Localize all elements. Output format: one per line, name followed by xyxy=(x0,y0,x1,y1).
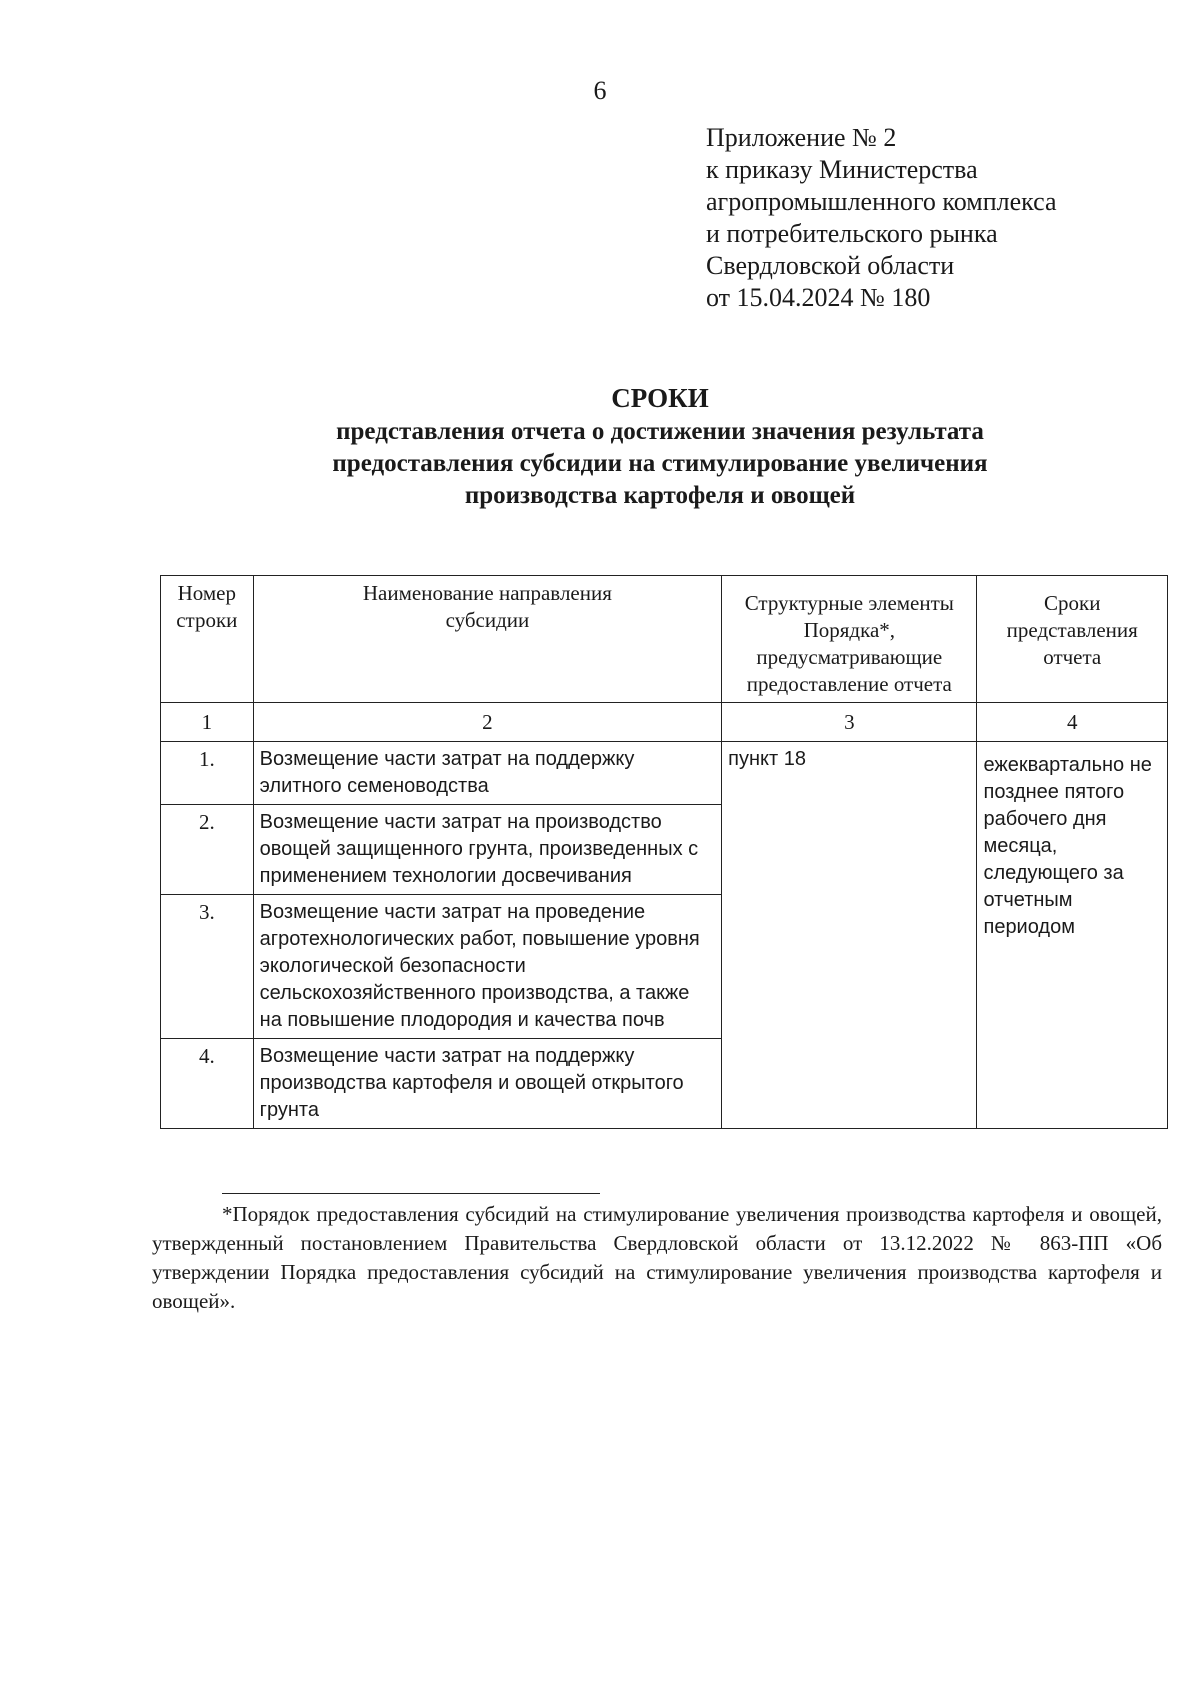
header-structural-elements: Структурные элементы Порядка*, предусматривающие предоставление отчета xyxy=(722,576,977,703)
subsidy-name: Возмещение части затрат на производство овощей защищенного грунта, произведенных с применением технологии досвечивания xyxy=(253,805,721,895)
header-row-number: Номер строки xyxy=(161,576,254,703)
column-number: 3 xyxy=(722,703,977,742)
appendix-line: агропромышленного комплекса xyxy=(706,187,1057,216)
column-number: 4 xyxy=(977,703,1168,742)
document-title xyxy=(240,380,1080,512)
title-main: СРОКИ xyxy=(611,383,709,413)
title-sub-line: представления отчета о достижении значения результата xyxy=(336,418,984,445)
page-number: 6 xyxy=(593,76,607,105)
appendix-line: и потребительского рынка xyxy=(706,219,998,248)
row-number: 1. xyxy=(161,742,254,805)
footnote: *Порядок предоставления субсидий на стимулирование увеличения производства картофеля и овощей, утвержденный постановлением Правительства Свердловской области от 13.12.2022 № 863-ПП «Об утверждении Порядка предоставления субсидий на стимулирование увеличения производства картофеля и овощей». xyxy=(152,1202,1162,1313)
column-number-row xyxy=(161,703,1168,742)
column-number: 1 xyxy=(161,703,254,742)
header-deadline: Сроки представления отчета xyxy=(977,576,1168,703)
structural-element-cell: пункт 18 xyxy=(722,742,977,1129)
subsidy-name: Возмещение части затрат на поддержку производства картофеля и овощей открытого грунта xyxy=(253,1039,721,1129)
deadline-cell: ежеквартально не позднее пятого рабочего дня месяца, следующего за отчетным периодом xyxy=(977,742,1168,1129)
row-number: 3. xyxy=(161,895,254,1039)
column-number: 2 xyxy=(253,703,721,742)
title-sub-line: предоставления субсидии на стимулирование увеличения xyxy=(332,450,988,477)
subsidy-name: Возмещение части затрат на проведение агротехнологических работ, повышение уровня экологической безопасности сельскохозяйственного производства, а также на повышение плодородия и качества почв xyxy=(253,895,721,1039)
appendix-block xyxy=(706,122,1057,314)
deadlines-table xyxy=(160,575,1168,1129)
row-number: 2. xyxy=(161,805,254,895)
appendix-line: от 15.04.2024 № 180 xyxy=(706,283,931,312)
table-row xyxy=(161,742,1168,805)
row-number: 4. xyxy=(161,1039,254,1129)
appendix-line: к приказу Министерства xyxy=(706,155,978,184)
appendix-line: Приложение № 2 xyxy=(706,123,897,152)
subsidy-name: Возмещение части затрат на поддержку элитного семеноводства xyxy=(253,742,721,805)
title-sub-line: производства картофеля и овощей xyxy=(464,482,856,509)
header-subsidy-name: Наименование направления субсидии xyxy=(253,576,721,703)
appendix-line: Свердловской области xyxy=(706,251,955,280)
table-header-row xyxy=(161,576,1168,703)
footnote-divider xyxy=(222,1193,600,1194)
